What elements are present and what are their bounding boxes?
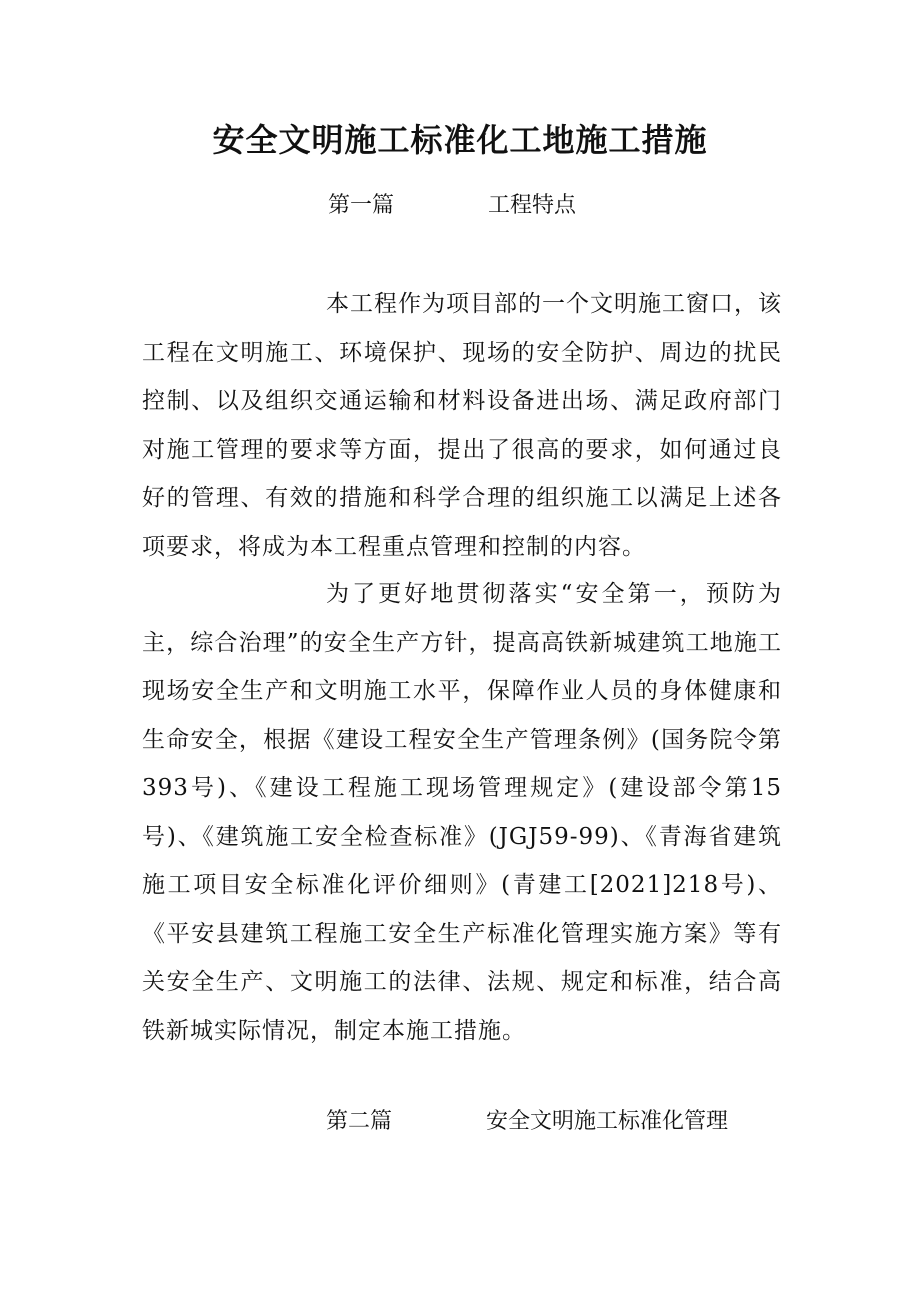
- document-title: 安全文明施工标准化工地施工措施: [212, 121, 708, 159]
- section-name: 安全文明施工标准化管理: [486, 1109, 729, 1134]
- body-paragraph: 本工程作为项目部的一个文明施工窗口，该工程在文明施工、环境保护、现场的安全防护、周边的扰民控制、以及组织交通运输和材料设备进出场、满足政府部门对施工管理的要求等方面，提出了很高的要求，如何通过良好的管理、有效的措施和科学合理的组织施工以满足上述各项要求，将成为本工程重点管理和控制的内容。: [142, 291, 782, 560]
- section-heading-1: [328, 188, 576, 224]
- body-paragraph: 为了更好地贯彻落实“安全第一，预防为主，综合治理”的安全生产方针，提高高铁新城建筑工地施工现场安全生产和文明施工水平，保障作业人员的身体健康和生命安全，根据《建设工程安全生产管理条例》(国务院令第393号)、《建设工程施工现场管理规定》(建设部令第15号)、《建筑施工安全检查标准》(JGJ59-99)、《青海省建筑施工项目安全标准化评价细则》(青建工[2021]218号)、《平安县建筑工程施工安全生产标准化管理实施方案》等有关安全生产、文明施工的法律、法规、规定和标准，结合高铁新城实际情况，制定本施工措施。: [142, 581, 782, 1044]
- section-number: 第二篇: [326, 1109, 393, 1134]
- section-heading-2: [326, 1104, 728, 1140]
- section-number: 第一篇: [328, 193, 395, 218]
- section-name: 工程特点: [488, 193, 577, 218]
